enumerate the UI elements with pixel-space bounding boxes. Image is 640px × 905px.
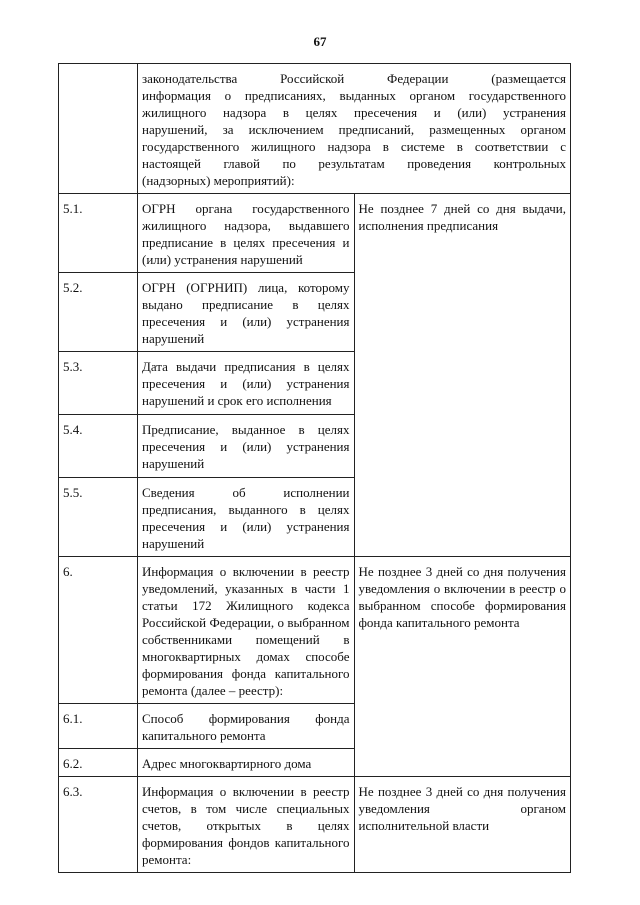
row-description: ОГРН (ОГРНИП) лица, которому выдано предписание в целях пресечения и (или) устранения нарушений <box>138 273 355 352</box>
continuation-line: настоящей главой по результатам проведения контрольных <box>142 156 566 171</box>
row-number: 6.2. <box>59 749 138 777</box>
continuation-line: жилищного надзора в целях пресечения и (или) устранения <box>142 105 566 120</box>
table-row-continuation <box>59 64 571 194</box>
row-number: 5.5. <box>59 478 138 557</box>
continuation-line: государственного жилищного надзора в системе в соответствии с <box>142 139 566 154</box>
row-description: Сведения об исполнении предписания, выданного в целях пресечения и (или) устранения нарушений <box>138 478 355 557</box>
continuation-line: (надзорных) мероприятий): <box>142 173 295 188</box>
table-row <box>59 194 571 273</box>
page-number: 67 <box>313 34 327 49</box>
table-row <box>59 557 571 704</box>
continuation-text <box>138 64 571 194</box>
row-number <box>59 64 138 194</box>
continuation-line: информация о предписаниях, выданных органом государственного <box>142 88 566 103</box>
row-number: 6.3. <box>59 777 138 873</box>
row-number: 5.1. <box>59 194 138 273</box>
requirements-table <box>58 63 571 873</box>
row-description: ОГРН органа государственного жилищного надзора, выдавшего предписание в целях пресечения и (или) устранения нарушений <box>138 194 355 273</box>
row-number: 6.1. <box>59 704 138 749</box>
row-description: Способ формирования фонда капитального ремонта <box>138 704 355 749</box>
deadline-cell: Не позднее 7 дней со дня выдачи, исполнения предписания <box>354 194 571 557</box>
row-number: 5.3. <box>59 352 138 415</box>
table-row <box>59 777 571 873</box>
continuation-line: законодательства Российской Федерации (размещается <box>142 71 566 86</box>
deadline-cell: Не позднее 3 дней со дня получения уведомления о включении в реестр о выбранном способе формирования фонда капитального ремонта <box>354 557 571 777</box>
row-description: Информация о включении в реестр уведомлений, указанных в части 1 статьи 172 Жилищного кодекса Российской Федерации, о выбранном собственниками помещений в многоквартирных домах способе формирования фонда капитального ремонта (далее – реестр): <box>138 557 355 704</box>
row-number: 5.4. <box>59 415 138 478</box>
row-description: Дата выдачи предписания в целях пресечения и (или) устранения нарушений и срок его исполнения <box>138 352 355 415</box>
row-number: 5.2. <box>59 273 138 352</box>
deadline-cell: Не позднее 3 дней со дня получения уведомления органом исполнительной власти <box>354 777 571 873</box>
row-description: Адрес многоквартирного дома <box>138 749 355 777</box>
continuation-line: нарушений, за исключением предписаний, размещенных органом <box>142 122 566 137</box>
row-description: Информация о включении в реестр счетов, в том числе специальных счетов, открытых в целях формирования фондов капитального ремонта: <box>138 777 355 873</box>
row-description: Предписание, выданное в целях пресечения и (или) устранения нарушений <box>138 415 355 478</box>
row-number: 6. <box>59 557 138 704</box>
